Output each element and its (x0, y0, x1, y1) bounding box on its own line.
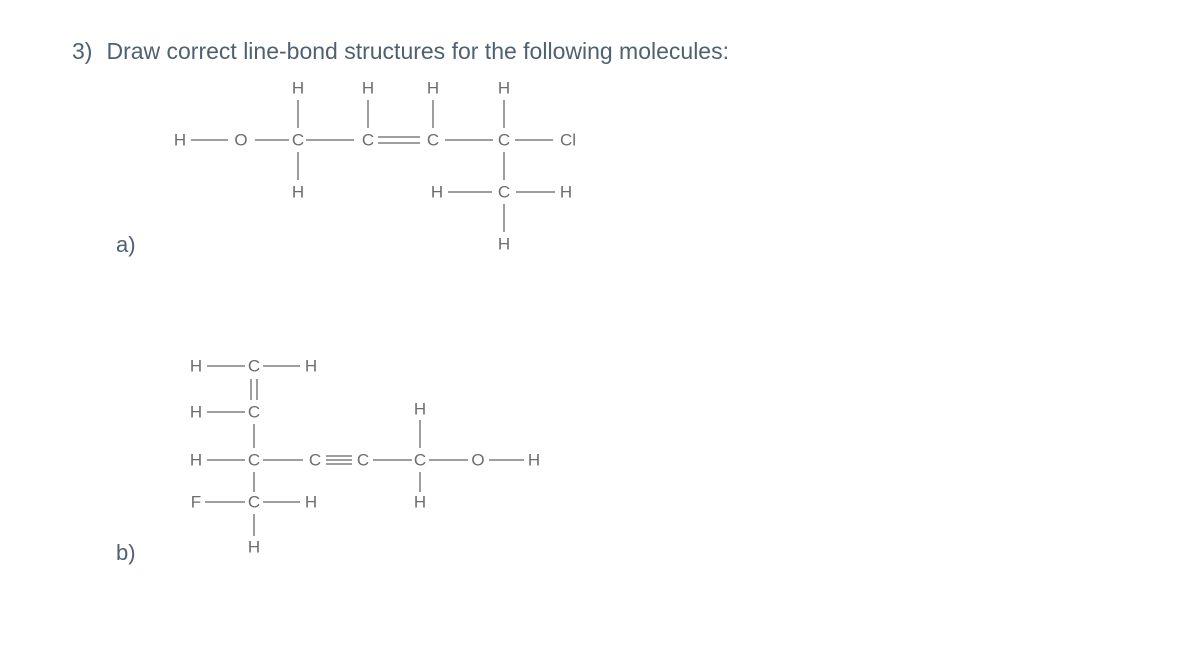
atom-b-c-t1: C (308, 450, 322, 470)
atom-a-c2: C (361, 130, 375, 150)
atom-b-c-r3: C (247, 450, 261, 470)
atom-b-h-r4-right: H (304, 492, 318, 512)
atom-b-h-o: H (527, 450, 541, 470)
atom-a-h-c1-bottom: H (291, 182, 305, 202)
atom-b-o: O (471, 450, 485, 470)
molecule-b (190, 357, 540, 557)
atom-b-c-r1: C (247, 356, 261, 376)
atom-b-h-r3-left: H (189, 450, 203, 470)
atom-a-h-c5-bottom: H (497, 234, 511, 254)
atom-a-c3: C (426, 130, 440, 150)
atom-a-h-top-2: H (361, 78, 375, 98)
atom-b-f: F (190, 492, 202, 512)
atom-b-h-rb-top: H (413, 399, 427, 419)
atom-b-c-r3b: C (413, 450, 427, 470)
atom-a-h-c5-left: H (430, 182, 444, 202)
molecule-a-bonds (191, 100, 555, 232)
question-text: Draw correct line-bond structures for the following molecules: (106, 38, 729, 64)
molecule-a (174, 79, 576, 254)
atom-a-h-top-3: H (426, 78, 440, 98)
question-number: 3) (72, 38, 93, 64)
atom-a-c1: C (291, 130, 305, 150)
atom-b-h-r1-right: H (304, 356, 318, 376)
atom-a-h-c5-right: H (559, 182, 573, 202)
atom-a-h-top-1: H (291, 78, 305, 98)
atom-b-c-r4: C (247, 492, 261, 512)
atom-b-h-rb-bottom: H (413, 492, 427, 512)
atom-b-h-r5-bottom: H (247, 537, 261, 557)
part-a-label: a) (116, 232, 136, 257)
atom-a-h-top-4: H (497, 78, 511, 98)
part-b-label: b) (116, 540, 136, 565)
atom-b-c-t2: C (356, 450, 370, 470)
atom-a-c5: C (497, 182, 511, 202)
atom-a-o: O (234, 130, 248, 150)
atom-a-cl: Cl (559, 130, 577, 150)
atom-b-h-r1-left: H (189, 356, 203, 376)
atom-a-c4: C (497, 130, 511, 150)
atom-a-h-left: H (173, 130, 187, 150)
atom-b-c-r2: C (247, 402, 261, 422)
atom-b-h-r2-left: H (189, 402, 203, 422)
